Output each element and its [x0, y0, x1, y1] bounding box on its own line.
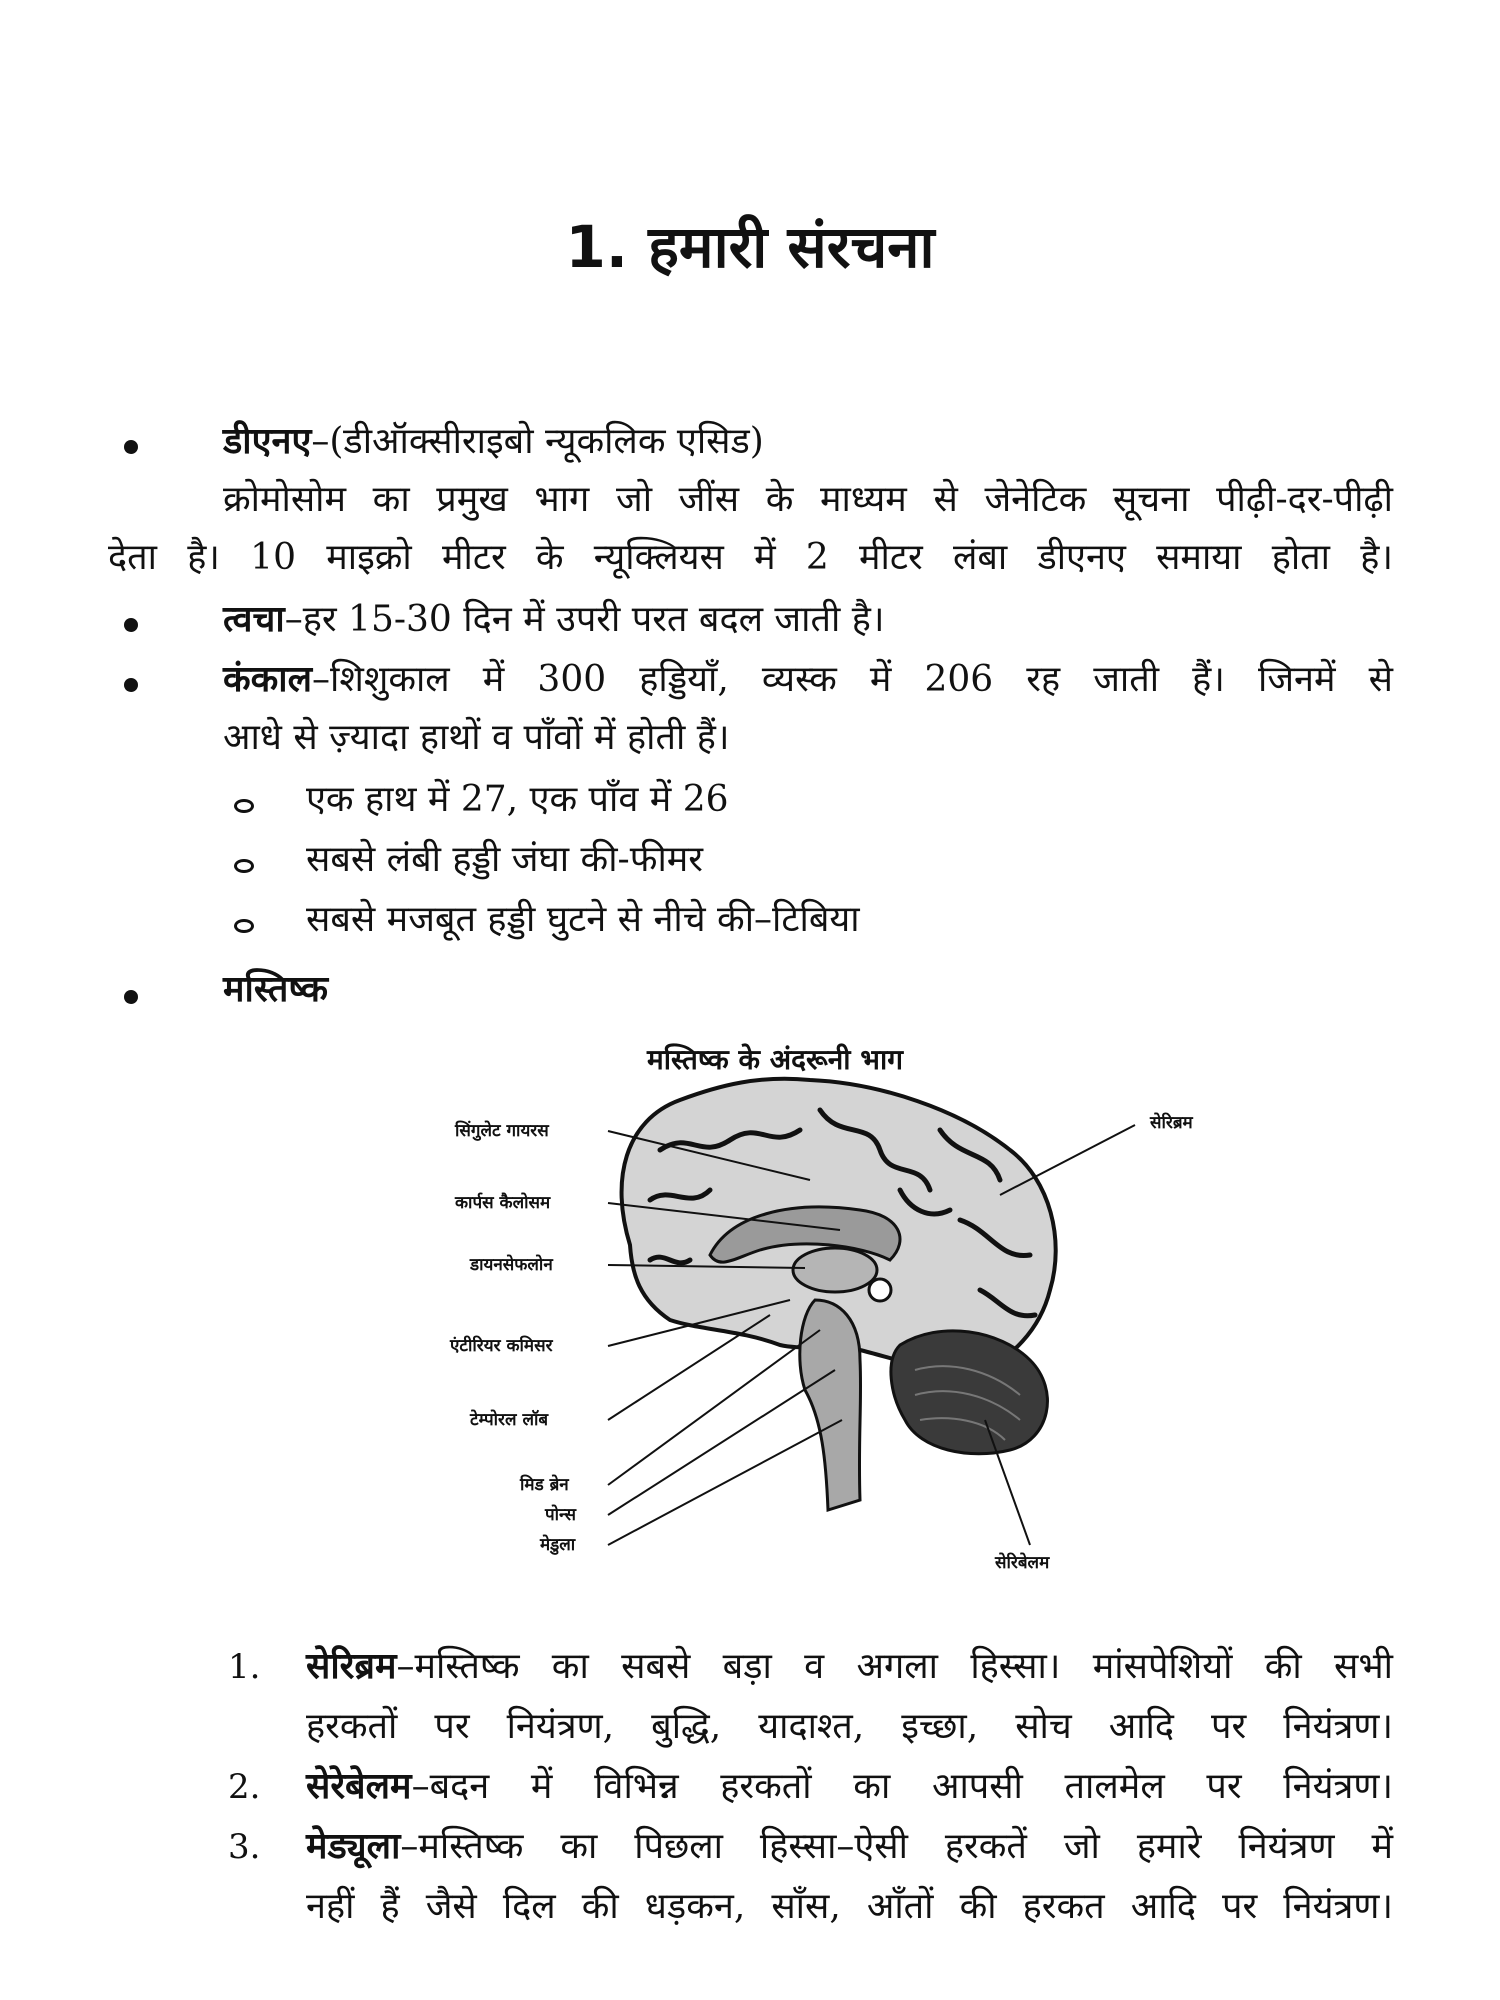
part-line1: –बदन में विभिन्न हरकतों का आपसी तालमेल पर नियंत्रण। [411, 1766, 1393, 1807]
figure-title: मस्तिष्क के अंदरूनी भाग [647, 1043, 903, 1076]
part-cerebrum-line1 [306, 1645, 1393, 1689]
skin-text: –हर 15-30 दिन में उपरी परत बदल जाती है। [284, 599, 885, 640]
label-midbrain: मिड ब्रेन [520, 1475, 569, 1495]
brain-term: मस्तिष्क [223, 969, 329, 1010]
label-corpus-callosum: कार्पस कैलोसम [455, 1193, 551, 1213]
part-cerebellum-line1 [306, 1765, 1393, 1809]
part-term: सेरिब्रम [306, 1646, 397, 1687]
label-temporal-lobe: टेम्पोरल लॉब [470, 1410, 549, 1430]
cerebellum-shape [891, 1331, 1048, 1454]
skin-term: त्वचा [223, 599, 285, 640]
skeleton-subitem: एक हाथ में 27, एक पाँव में 26 [306, 779, 729, 820]
part-line1: –मस्तिष्क का सबसे बड़ा व अगला हिस्सा। मांसपेशियों की सभी [396, 1646, 1393, 1687]
skeleton-subitem: सबसे लंबी हड्डी जंघा की-फीमर [306, 839, 704, 880]
skeleton-line1-text: –शिशुकाल में 300 हड्डियाँ, व्यस्क में 206 रह जाती हैं। जिनमें से [312, 659, 1393, 700]
label-cingulate-gyrus: सिंगुलेट गायरस [455, 1121, 549, 1141]
skeleton-term: कंकाल [223, 659, 313, 700]
dna-line1: क्रोमोसोम का प्रमुख भाग जो जींस के माध्यम से जेनेटिक सूचना पीढ़ी-दर-पीढ़ी [223, 479, 1393, 520]
anterior-commissure-shape [869, 1279, 891, 1301]
dna-line2: देता है। 10 माइक्रो मीटर के न्यूक्लियस में 2 मीटर लंबा डीएनए समाया होता है। [108, 537, 1393, 578]
label-anterior-commissure: एंटीरियर कमिसर [450, 1336, 553, 1356]
part-term: सेरेबेलम [306, 1766, 412, 1807]
skeleton-subitem: सबसे मजबूत हड्डी घुटने से नीचे की–टिबिया [306, 899, 860, 940]
label-medulla: मेडुला [540, 1535, 576, 1555]
label-cerebellum: सेरिबेलम [995, 1553, 1050, 1573]
part-cerebrum-line2: हरकतों पर नियंत्रण, बुद्धि, यादाश्त, इच्छा, सोच आदि पर नियंत्रण। [306, 1706, 1393, 1747]
part-number: 3. [228, 1827, 261, 1867]
part-number: 2. [228, 1767, 261, 1807]
part-medulla-line2: नहीं हैं जैसे दिल की धड़कन, साँस, आँतों की हरकत आदि पर नियंत्रण। [306, 1886, 1393, 1927]
part-term: मेड्यूला [306, 1826, 401, 1867]
part-medulla-line1 [306, 1825, 1393, 1869]
skeleton-line2: आधे से ज़्यादा हाथों व पाँवों में होती हैं। [223, 717, 730, 758]
part-line1: –मस्तिष्क का पिछला हिस्सा–ऐसी हरकतें जो हमारे नियंत्रण में [400, 1826, 1393, 1867]
label-diencephalon: डायनसेफलोन [470, 1255, 553, 1275]
dna-term: डीएनए [223, 421, 312, 462]
label-cerebrum: सेरिब्रम [1150, 1113, 1193, 1133]
dna-heading-rest: –(डीऑक्सीराइबो न्यूकलिक एसिड) [311, 421, 764, 462]
diencephalon-shape [793, 1248, 877, 1292]
label-pons: पोन्स [545, 1505, 577, 1525]
part-number: 1. [228, 1647, 261, 1687]
brainstem-shape [800, 1300, 861, 1510]
page-title: 1. हमारी संरचना [565, 213, 935, 281]
